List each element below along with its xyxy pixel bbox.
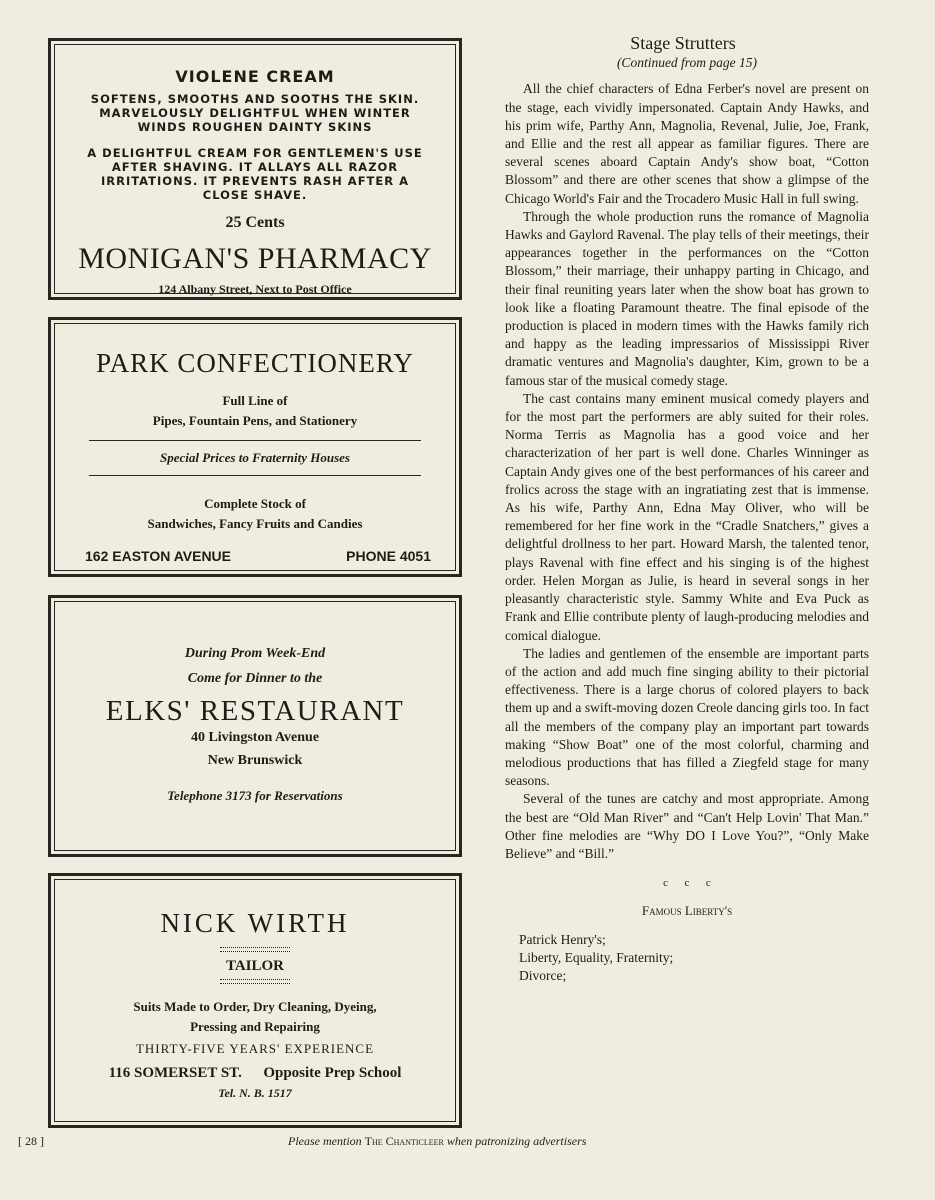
footer-note [288, 1134, 586, 1149]
elks-line1: During Prom Week-End [184, 646, 326, 661]
park-rule-bottom [89, 475, 421, 476]
poem-line: Liberty, Equality, Fraternity; [519, 949, 674, 965]
footer-note-before: Please mention [288, 1134, 362, 1148]
wirth-address: 116 SOMERSET ST. [108, 1065, 242, 1081]
article-paragraph: Several of the tunes are catchy and most appropriate. Among the best are “Old Man River” and “Can't Help Lovin' That Man.” Other fine melodies are “Why DO I Love You?”, “Only Make Believe” and “Bill.” [505, 791, 869, 861]
footer-note-after: when patronizing advertisers [446, 1134, 587, 1148]
elks-line2: Come for Dinner to the [187, 671, 323, 686]
elks-phone: Telephone 3173 for Reservations [167, 788, 343, 803]
park-special: Special Prices to Fraternity Houses [160, 450, 350, 465]
park-rule-top [89, 440, 421, 441]
park-line4: Sandwiches, Fancy Fruits and Candies [147, 516, 363, 531]
wirth-experience: THIRTY-FIVE YEARS' EXPERIENCE [135, 1041, 375, 1056]
wirth-line1: Suits Made to Order, Dry Cleaning, Dyeing, [133, 999, 377, 1014]
park-phone: PHONE 4051 [346, 548, 431, 564]
ad-nick-wirth [48, 873, 462, 1128]
wirth-title: NICK WIRTH [160, 908, 350, 938]
ad-violene-cream-inner [54, 44, 456, 294]
elks-street: 40 Livingston Avenue [190, 730, 320, 745]
footer-note-title: The Chanticleer [364, 1134, 444, 1148]
poem-title: Famous Liberty's [641, 903, 733, 919]
article-title: Stage Strutters [630, 33, 736, 53]
violene-title: VIOLENE CREAM [175, 67, 335, 86]
wirth-subtitle: TAILOR [225, 958, 285, 974]
violene-para1: SOFTENS, SMOOTHS AND SOOTHS THE SKIN. MARVELOUSLY DELIGHTFUL WHEN WINTER WINDS ROUGHEN DAINTY SKINS [90, 92, 420, 134]
park-footer-row [85, 548, 431, 564]
park-line1: Full Line of [222, 393, 288, 408]
article-paragraph: The ladies and gentlemen of the ensemble are important parts of the action and add much fine singing ability to their pictorial effectiveness. There is a large chorus of colored players to back them up and a swift-moving dozen Creole dancing girls too. In fact all the members of the company play an important part towards making “Show Boat” one of the most colorful, charming and melodious productions that has filled a Ziegfeld stage for many seasons. [505, 645, 869, 789]
violene-price: 25 Cents [225, 214, 285, 231]
ad-park-confectionery [48, 317, 462, 577]
article-continued: (Continued from page 15) [616, 55, 758, 71]
park-address: 162 EASTON AVENUE [85, 548, 232, 564]
page-number: [ 28 ] [18, 1134, 44, 1148]
poem-line: Divorce; [519, 967, 567, 983]
park-title: PARK CONFECTIONERY [96, 348, 414, 378]
violene-address: 124 Albany Street, Next to Post Office [158, 282, 352, 296]
wirth-ornament-top [220, 947, 290, 952]
article-column [505, 34, 869, 985]
violene-store: MONIGAN'S PHARMACY [78, 242, 432, 275]
wirth-ornament-bottom [220, 979, 290, 984]
wirth-tel: Tel. N. B. 1517 [218, 1086, 292, 1100]
elks-city: New Brunswick [207, 753, 303, 768]
article-paragraph: All the chief characters of Edna Ferber's novel are present on the stage, each vividly impersonated. Captain Andy Hawks, and his prim wife, Parthy Ann, Magnolia, Revenal, Julie, Joe, Frank, and Ellie and the rest all appear as familiar figures. There are several scenes aboard Captain Andy's show boat, “Cotton Blossom” and there are other scenes that show a glimpse of the Chicago World's Fair and the Trocadero Music Hall in full swing. [505, 81, 869, 206]
wirth-address-row [65, 1065, 445, 1082]
wirth-line2: Pressing and Repairing [190, 1019, 320, 1034]
violene-para2: A DELIGHTFUL CREAM FOR GENTLEMEN'S USE AFTER SHAVING. IT ALLAYS ALL RAZOR IRRITATIONS. IT PREVENTS RASH AFTER A CLOSE SHAVE. [87, 146, 423, 202]
ad-elks-restaurant-inner [54, 601, 456, 851]
article-separator: c c c [663, 877, 711, 890]
ad-park-confectionery-inner [54, 323, 456, 571]
ad-violene-cream [48, 38, 462, 300]
poem-lines [519, 931, 869, 986]
poem-line: Patrick Henry's; [519, 931, 606, 947]
park-line3: Complete Stock of [204, 496, 306, 511]
park-line2: Pipes, Fountain Pens, and Stationery [152, 413, 358, 428]
ad-nick-wirth-inner [54, 879, 456, 1122]
article-paragraph: Through the whole production runs the romance of Magnolia Hawks and Gaylord Ravenal. The play tells of their meetings, their appearances together in the performances on the “Cotton Blossom,” their marriage, their unhappy parting in Chicago, and their final reuniting years later when the show boat has grown to look like a floating Paramount theatre. The final episode of the production is placed in modern times with the Hawks family rich and happy as the leading impressarios of Mississippi River dramatic ventures and Magnolia's daughter, Kim, grown to be a famous star of the musical comedy stage. [505, 208, 869, 388]
wirth-location: Opposite Prep School [263, 1065, 402, 1081]
article-paragraph: The cast contains many eminent musical comedy players and for the most part the performers are ably suited for their roles. Norma Terris as Magnolia has a good voice and her characterization of her part is well done. Charles Winninger as Captain Andy gives one of the best performances of his career and frolics across the stage with an ingratiating zest that is immense. As his wife, Parthy Ann, Edna May Oliver, who will be remembered for her fine work in the “Cradle Snatchers,” gives a delightful drollness to her part. Howard Marsh, the talented tenor, plays Ravenal with fine effect and his singing is of the highest order. Helen Morgan as Julie, is heard in several songs in her pleasantly characteristic style. Sammy White and Eva Puck as Frank and Ellie contribute plenty of laugh-producing melodies and comical dialogue. [505, 390, 869, 643]
ad-elks-restaurant [48, 595, 462, 857]
elks-title: ELKS' RESTAURANT [105, 695, 405, 727]
